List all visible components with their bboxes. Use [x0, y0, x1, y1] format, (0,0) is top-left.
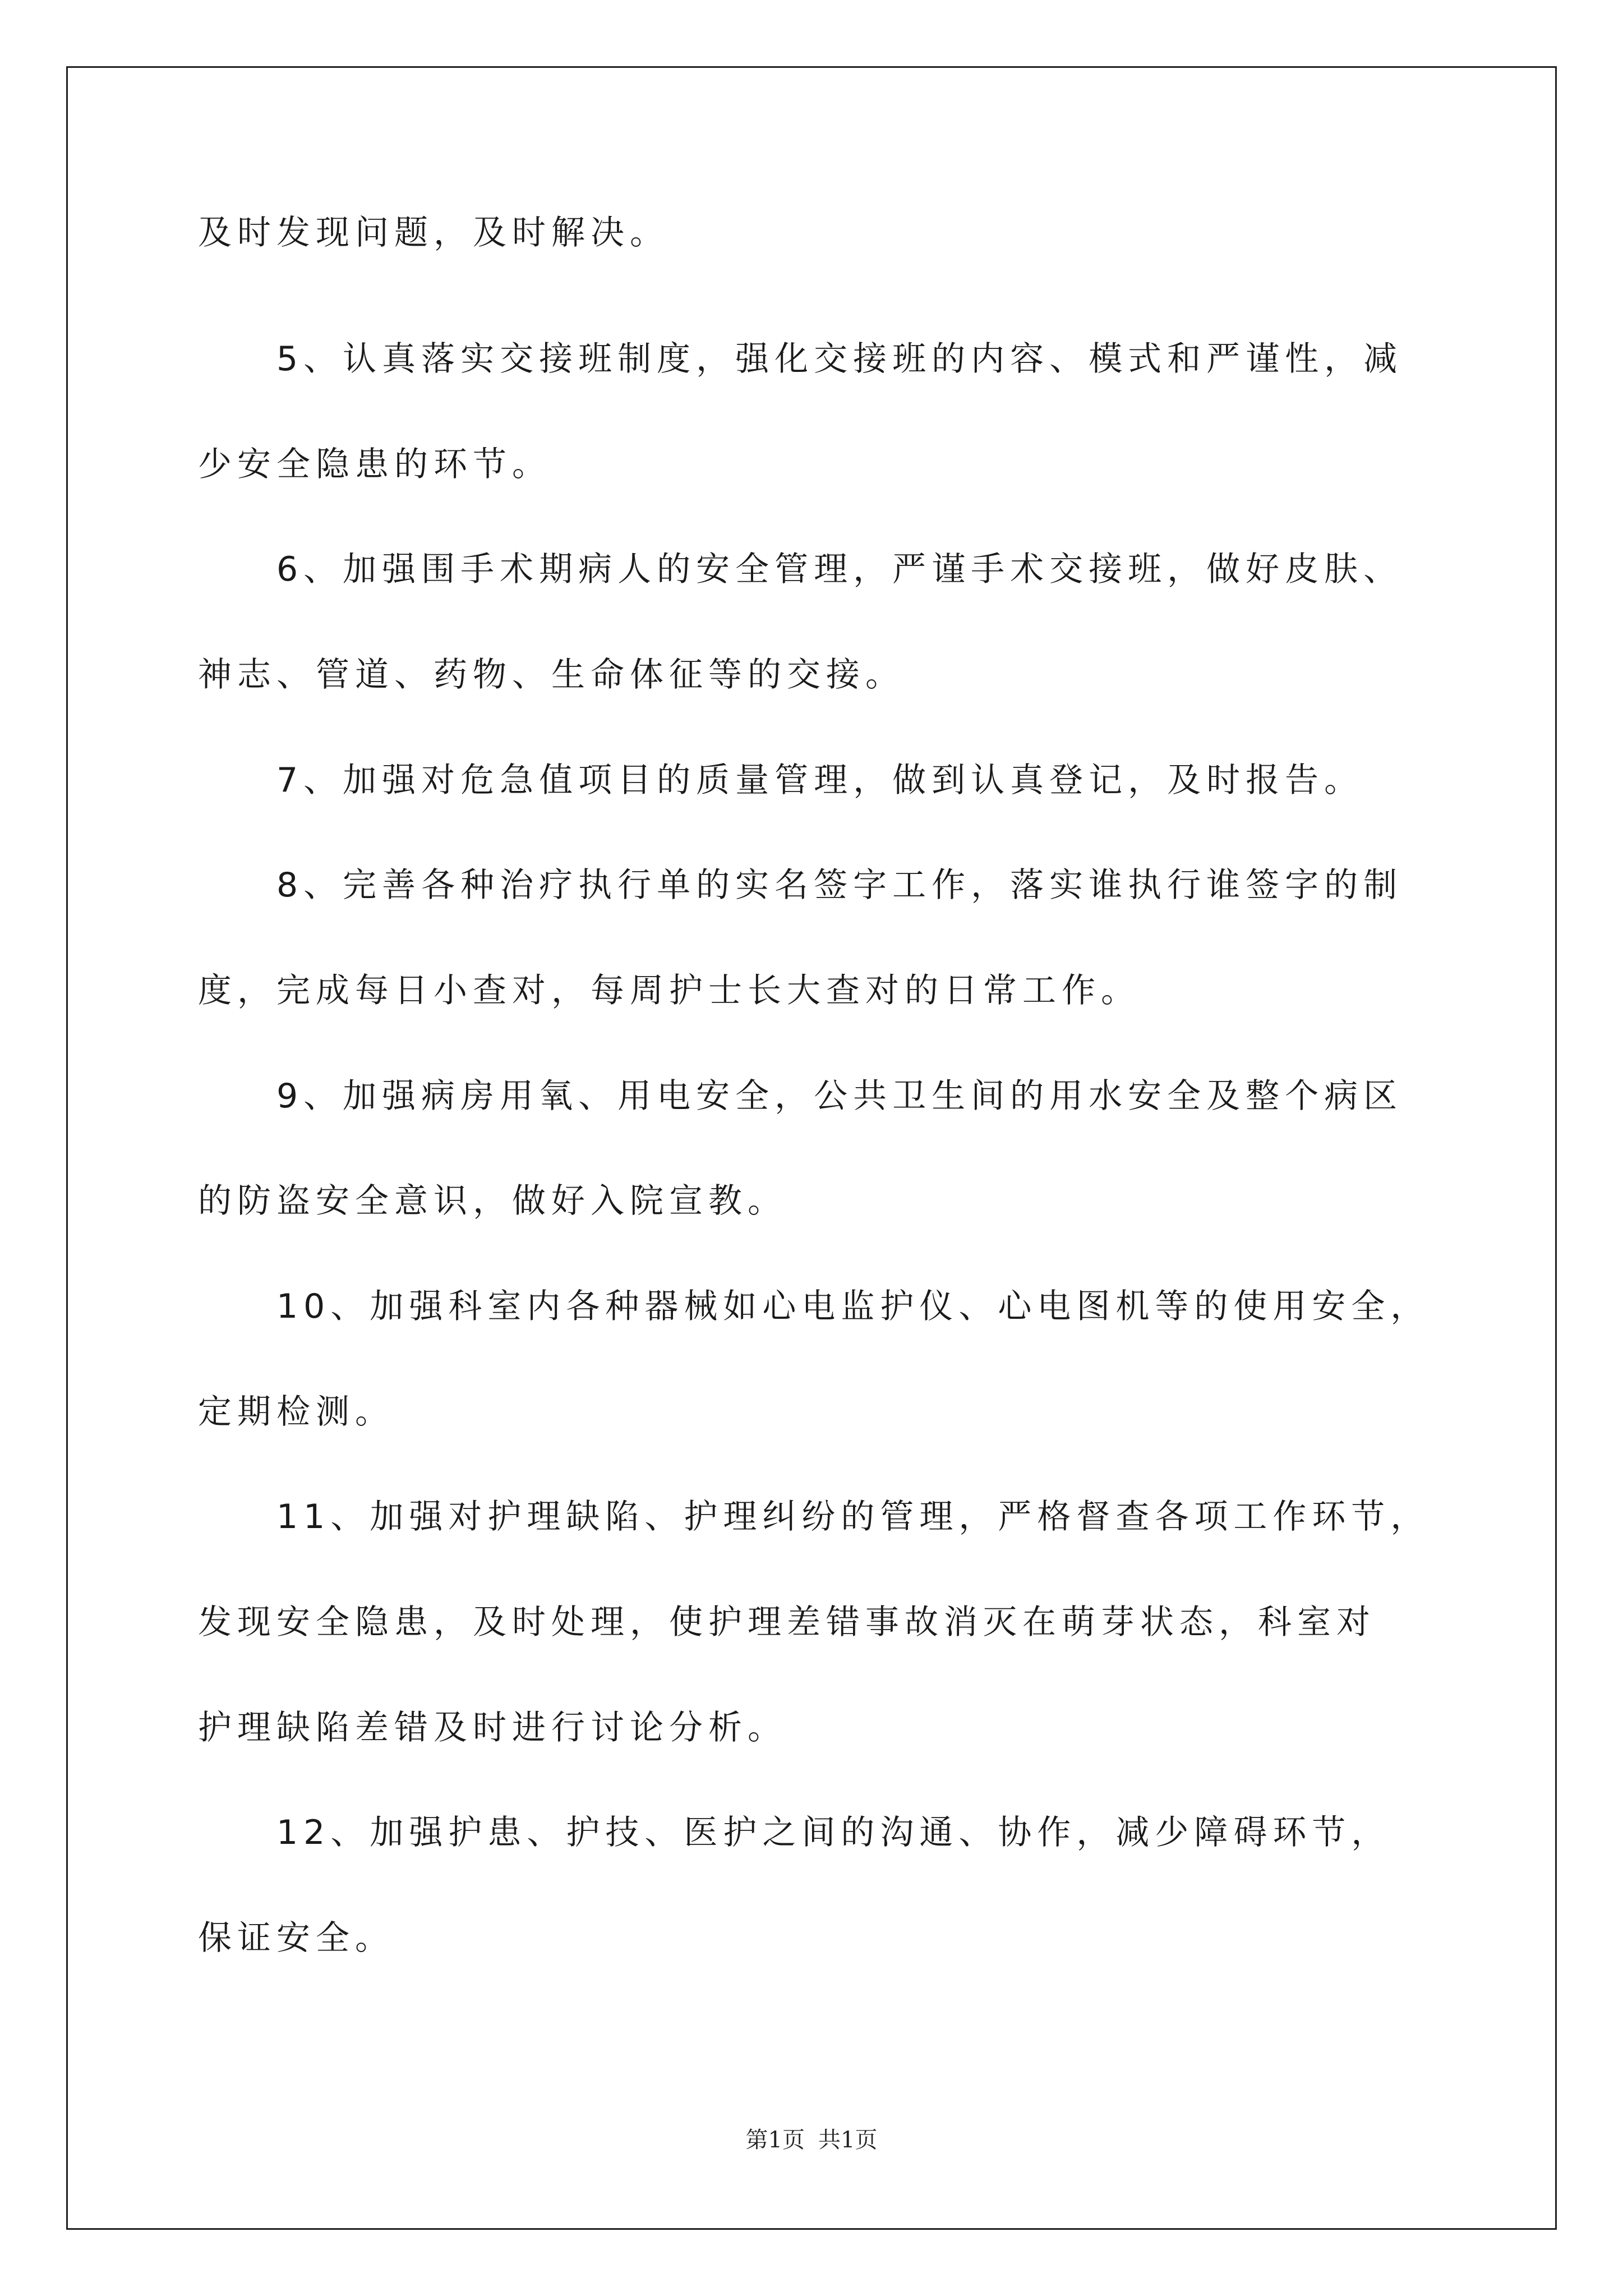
text-line: 定期检测。	[198, 1392, 394, 1432]
page-border	[66, 66, 1557, 2230]
text-line: 7、加强对危急值项目的质量管理，做到认真登记，及时报告。	[276, 761, 1364, 800]
text-line: 的防盗安全意识，做好入院宣教。	[198, 1181, 787, 1221]
page-total: 共1页	[818, 2127, 878, 2153]
text-line: 9、加强病房用氧、用电安全，公共卫生间的用水安全及整个病区	[276, 1076, 1403, 1116]
text-line: 5、认真落实交接班制度，强化交接班的内容、模式和严谨性，减	[276, 339, 1403, 379]
text-line: 神志、管道、药物、生命体征等的交接。	[198, 655, 905, 694]
text-line: 6、加强围手术期病人的安全管理，严谨手术交接班，做好皮肤、	[276, 550, 1403, 589]
text-line: 护理缺陷差错及时进行讨论分析。	[198, 1708, 787, 1747]
text-line: 10、加强科室内各种器械如心电监护仪、心电图机等的使用安全，	[276, 1287, 1430, 1326]
page-footer	[0, 2126, 1623, 2154]
page-number: 第1页	[745, 2127, 805, 2153]
text-line: 保证安全。	[198, 1918, 394, 1958]
text-line: 及时发现问题，及时解决。	[198, 213, 669, 252]
text-line: 8、完善各种治疗执行单的实名签字工作，落实谁执行谁签字的制	[276, 866, 1403, 905]
text-line: 12、加强护患、护技、医护之间的沟通、协作，减少障碍环节，	[276, 1813, 1391, 1852]
text-line: 11、加强对护理缺陷、护理纠纷的管理，严格督查各项工作环节，	[276, 1497, 1430, 1536]
text-line: 发现安全隐患，及时处理，使护理差错事故消灭在萌芽状态，科室对	[198, 1603, 1376, 1642]
text-line: 少安全隐患的环节。	[198, 445, 551, 484]
text-line: 度，完成每日小查对，每周护士长大查对的日常工作。	[198, 971, 1140, 1010]
